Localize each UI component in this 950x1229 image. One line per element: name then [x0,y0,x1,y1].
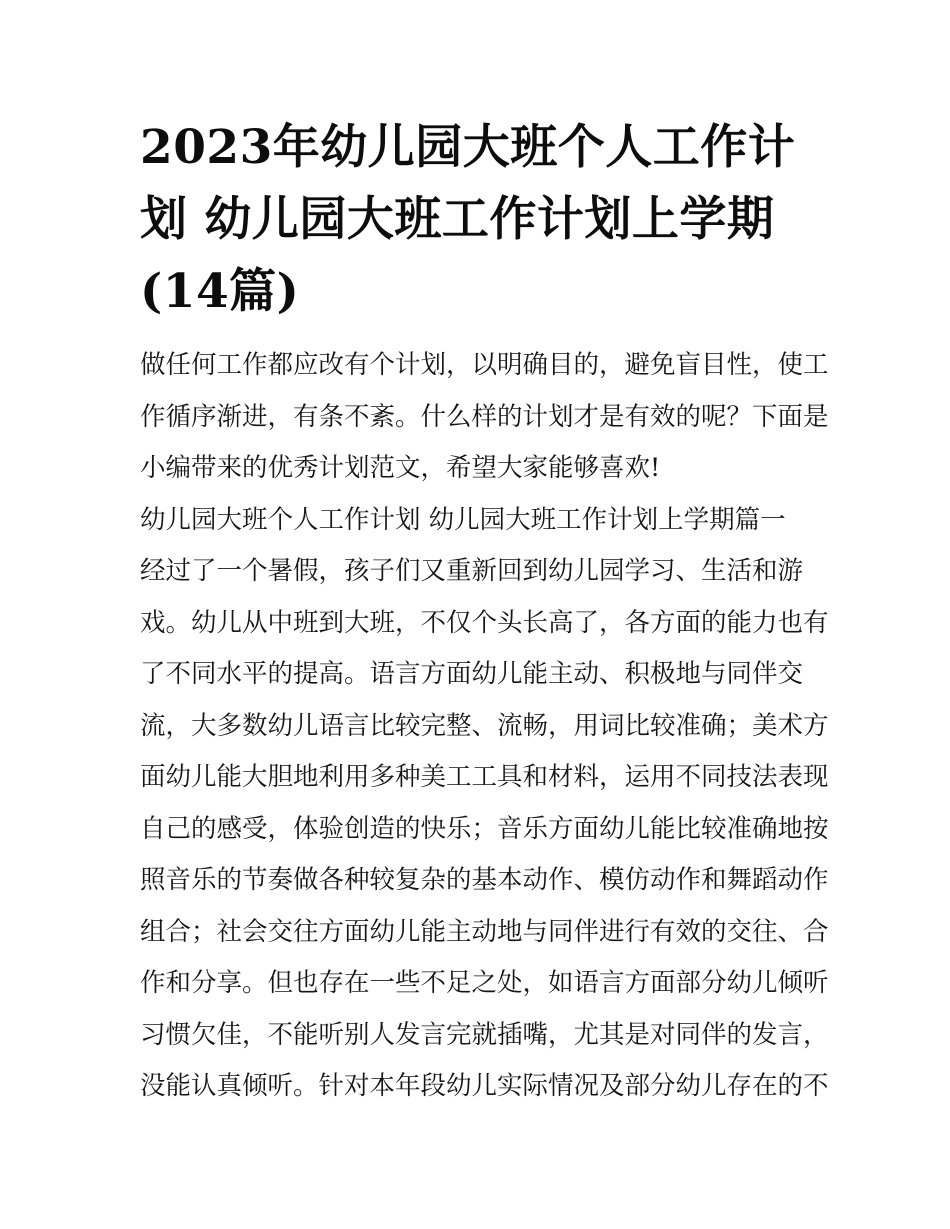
body-line-6: 自己的感受，体验创造的快乐；音乐方面幼儿能比较准确地按 [140,813,829,844]
title-line-2: 划 幼儿园大班工作计划上学期 [140,192,775,247]
intro-line-3: 小编带来的优秀计划范文，希望大家能够喜欢! [140,453,661,483]
body-line-9: 作和分享。但也存在一些不足之处，如语言方面部分幼儿倾听 [140,968,829,998]
body-line-4: 流，大多数幼儿语言比较完整、流畅，用词比较准确；美术方 [140,710,829,741]
intro-line-2: 作循序渐进，有条不紊。什么样的计划才是有效的呢？下面是 [140,401,829,432]
title-line-1: 2023年幼儿园大班个人工作计 [140,120,796,175]
body-line-8: 组合；社会交往方面幼儿能主动地与同伴进行有效的交往、合 [140,916,829,947]
body-line-5: 面幼儿能大胆地利用多种美工工具和材料，运用不同技法表现 [140,762,829,792]
section-heading-text: 幼儿园大班个人工作计划 幼儿园大班工作计划上学期篇一 [140,504,786,535]
body-paragraph [140,546,829,1113]
body-line-2: 戏。幼儿从中班到大班，不仅个头长高了，各方面的能力也有 [140,607,829,638]
body-line-3: 了不同水平的提高。语言方面幼儿能主动、积极地与同伴交 [140,659,804,689]
document-content [140,112,829,1113]
title-line-3: (14篇) [140,264,300,319]
body-line-10: 习惯欠佳，不能听别人发言完就插嘴，尤其是对同伴的发言， [140,1019,829,1050]
section-heading [140,495,812,547]
document-title [140,112,812,328]
body-line-11: 没能认真倾听。针对本年段幼儿实际情况及部分幼儿存在的不 [140,1071,829,1101]
intro-paragraph [140,340,829,495]
body-line-7: 照音乐的节奏做各种较复杂的基本动作、模仿动作和舞蹈动作 [140,865,829,895]
body-line-1: 经过了一个暑假，孩子们又重新回到幼儿园学习、生活和游 [140,556,804,586]
intro-line-1: 做任何工作都应改有个计划，以明确目的，避免盲目性，使工 [140,350,829,380]
